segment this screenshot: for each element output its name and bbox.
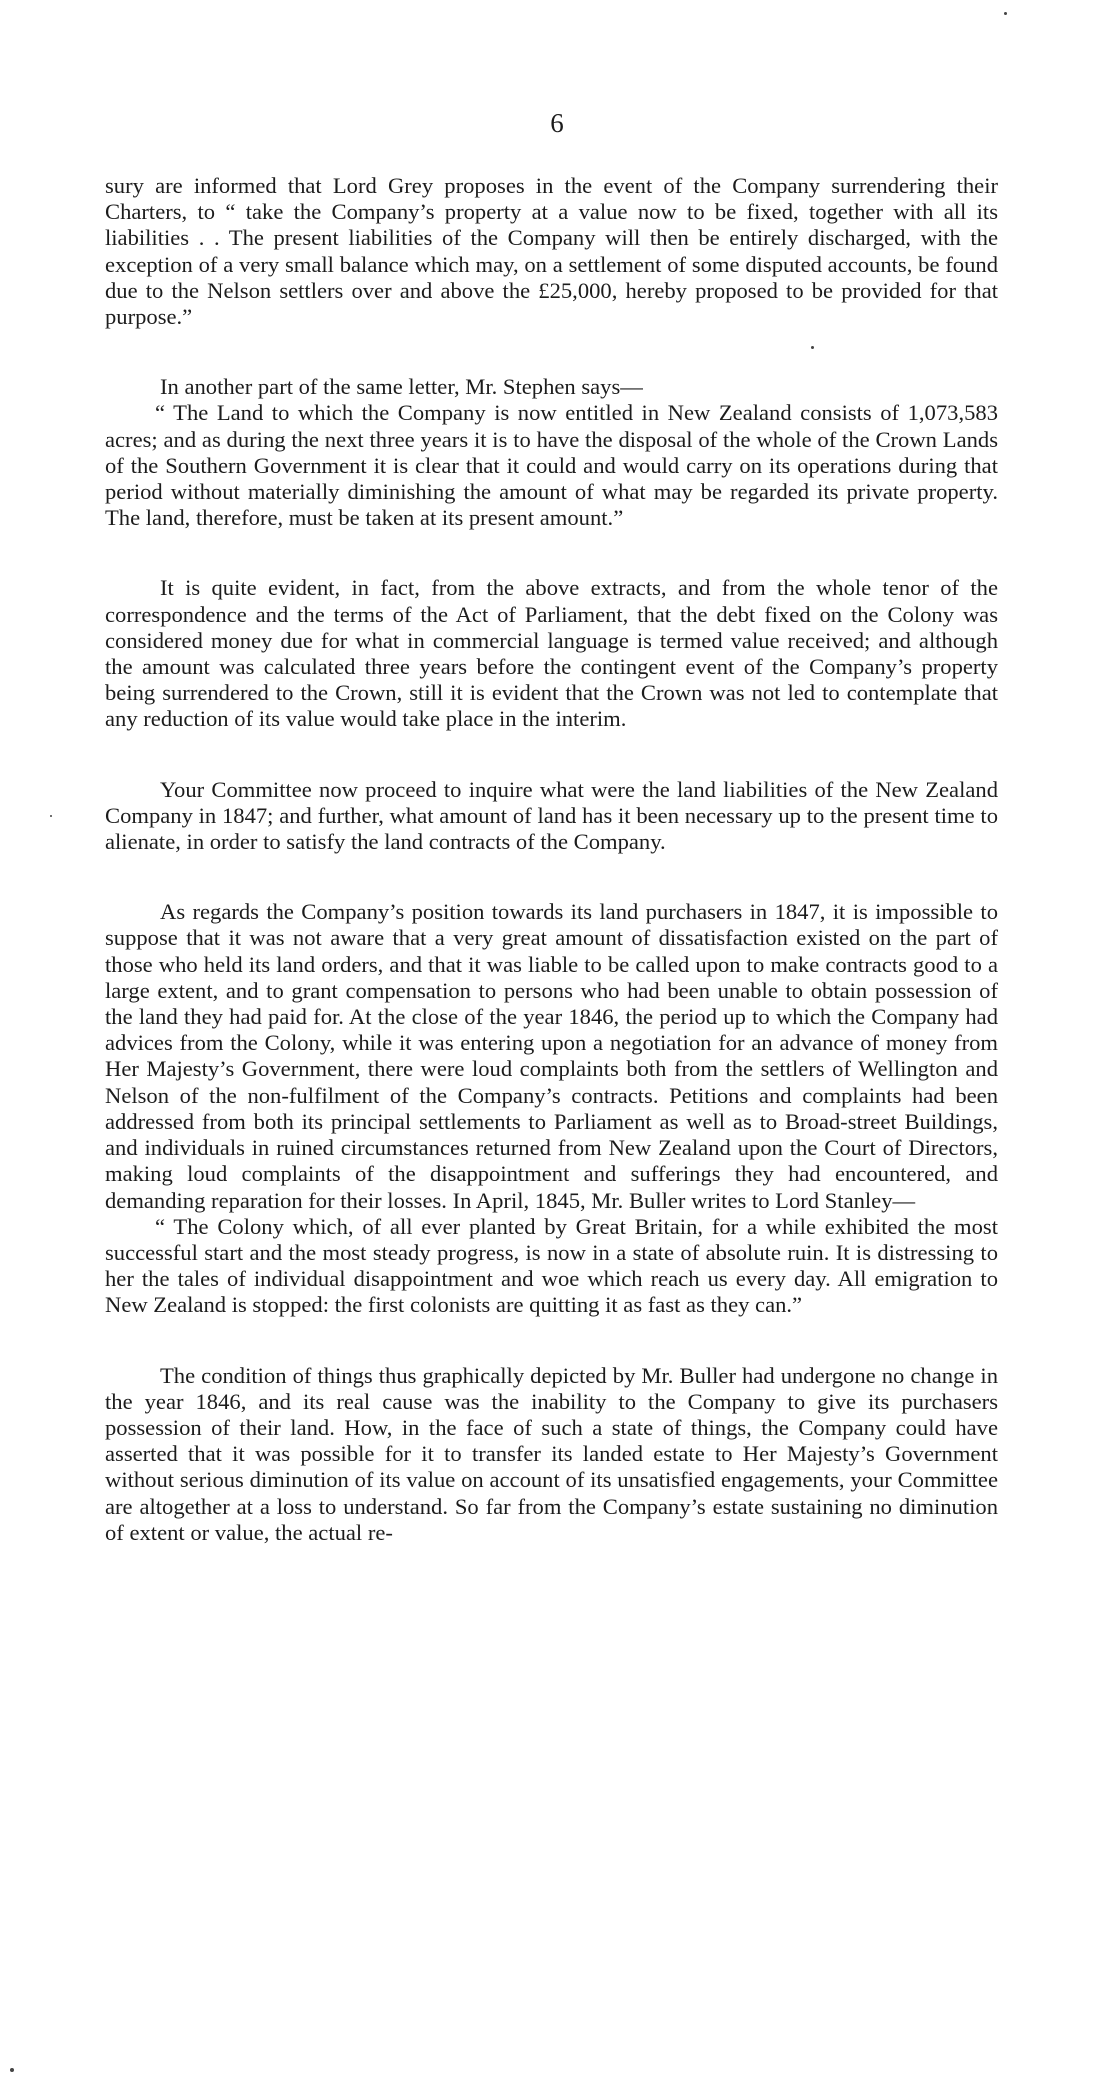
quote-buller: “ The Colony which, of all ever planted by Great Britain, for a while exhibited the most successful start and the most steady progress, is now in a state of absolute ruin. It is distressing to her the tales of individual disappointment and woe which reach us every day. All emigration to New Zealand is stopped: the first colonists are quitting it as fast as they can.” bbox=[105, 1213, 998, 1318]
quote-stephen: “ The Land to which the Company is now entitled in New Zealand consists of 1,073,583 acres; and as during the next three years it is to have the disposal of the whole of the Crown Lands of the Southern Government it is clear that it could and would carry on its operations during that period without materially diminishing the amount of what may be regarded its private property. The land, therefore, must be taken at its present amount.” bbox=[105, 400, 998, 531]
paragraph-stephen-intro: In another part of the same letter, Mr. Stephen says— bbox=[160, 374, 643, 400]
page-number: 6 bbox=[550, 108, 564, 138]
scan-speck bbox=[1004, 12, 1007, 15]
paragraph-committee-inquiry: Your Committee now proceed to inquire what were the land liabilities of the New Zealand Company in 1847; and further, what amount of land has it been necessary up to the present time to alienate, in order to satisfy the land contracts of the Company. bbox=[105, 776, 998, 855]
paragraph-evident: It is quite evident, in fact, from the above extracts, and from the whole tenor of the correspondence and the terms of the Act of Parliament, that the debt fixed on the Colony was considered money due for what in commercial language is termed value received; and although the amount was calculated three years before the contingent event of the Company’s property being surrendered to the Crown, still it is evident that the Crown was not led to contemplate that any reduction of its value would take place in the interim. bbox=[105, 575, 998, 732]
paragraph-land-purchasers: As regards the Company’s position towards its land purchasers in 1847, it is impossible to suppose that it was not aware that a very great amount of dissatisfaction existed on the part of those who held its land orders, and that it was liable to be called upon to make contracts good to a large extent, and to grant compensation to persons who had been unable to obtain possession of the land they had paid for. At the close of the year 1846, the period up to which the Company had advices from the Colony, while it was entering upon a negotiation for an advance of money from Her Majesty’s Government, there were loud complaints both from the settlers of Wellington and Nelson of the non-fulfilment of the Company’s contracts. Petitions and complaints had been addressed from both its principal settlements to Parliament as well as to Broad-street Buildings, and individuals in ruined circumstances returned from New Zealand upon the Court of Directors, making loud complaints of the disappointment and sufferings they had encountered, and demanding reparation for their losses. In April, 1845, Mr. Buller writes to Lord Stanley— bbox=[105, 899, 998, 1213]
body-text bbox=[105, 173, 998, 1546]
paragraph-condition: The condition of things thus graphically depicted by Mr. Buller had undergone no change in the year 1846, and its real cause was the inability to the Company to give its purchasers possession of their land. How, in the face of such a state of things, the Company could have asserted that it was possible for it to transfer its landed estate to Her Majesty’s Government without serious diminution of its value on account of its unsatisfied engagements, your Committee are altogether at a loss to understand. So far from the Company’s estate sustaining no diminution of extent or value, the actual re- bbox=[105, 1362, 998, 1545]
scan-speck bbox=[811, 346, 814, 349]
scan-speck bbox=[50, 815, 52, 817]
scan-speck bbox=[10, 2068, 14, 2072]
paragraph-continuation: sury are informed that Lord Grey proposes in the event of the Company surrendering their Charters, to “ take the Company’s property at a value now to be fixed, together with all its liabilities . . The present liabilities of the Company will then be entirely discharged, with the exception of a very small balance which may, on a settlement of some disputed accounts, be found due to the Nelson settlers over and above the £25,000, hereby proposed to be provided for that purpose.” bbox=[105, 173, 998, 330]
